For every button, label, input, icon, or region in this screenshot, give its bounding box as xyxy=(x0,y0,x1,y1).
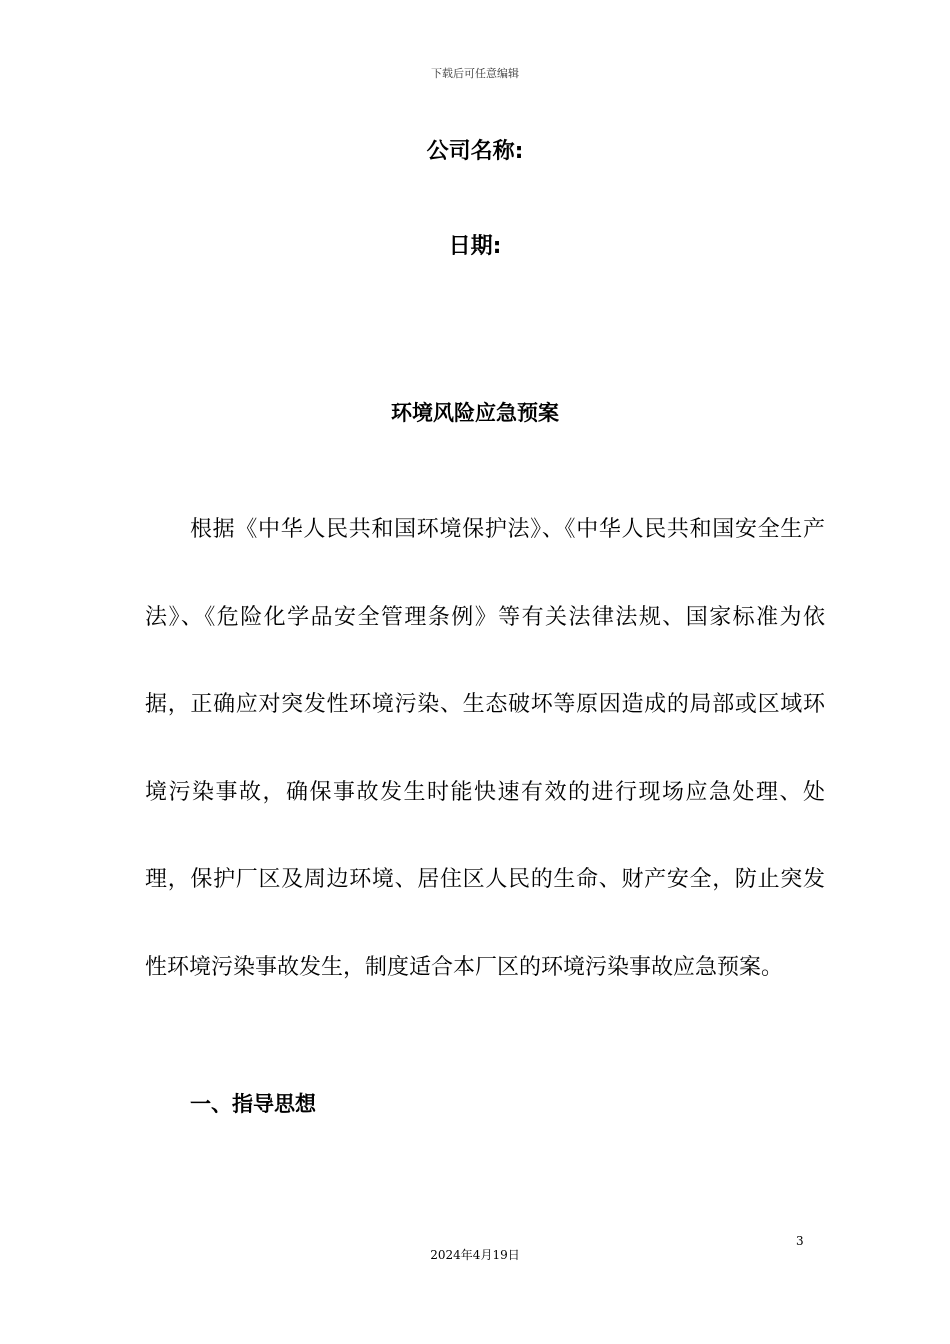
document-title: 环境风险应急预案 xyxy=(391,401,559,425)
date-label: 日期: xyxy=(448,234,502,259)
page-number: 3 xyxy=(796,1234,804,1248)
company-name-label: 公司名称: xyxy=(426,139,524,164)
header-note: 下载后可任意编辑 xyxy=(431,67,519,80)
section-heading-guiding-ideology: 一、指导思想 xyxy=(190,1092,316,1116)
footer-date: 2024年4月19日 xyxy=(430,1248,520,1262)
intro-paragraph: 根据《中华人民共和国环境保护法》、《中华人民共和国安全生产法》、《危险化学品安全管理条例》等有关法律法规、国家标准为依据，正确应对突发性环境污染、生态破坏等原因造成的局部或区域环境污染事故，确保事故发生时能快速有效的进行现场应急处理、处理，保护厂区及周边环境、居住区人民的生命、财产安全，防止突发性环境污染事故发生，制度适合本厂区的环境污染事故应急预案。 xyxy=(145,517,825,980)
